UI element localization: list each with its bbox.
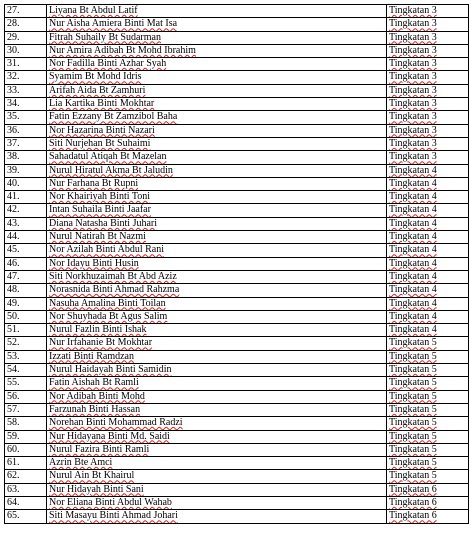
student-name: Fatin Aishah Bt Ramli: [49, 377, 139, 389]
table-row: [5, 324, 469, 337]
student-name-cell: [47, 204, 387, 217]
student-level: Tingkatan 5: [389, 417, 437, 429]
student-level: Tingkatan 3: [389, 137, 437, 149]
student-level: Tingkatan 4: [389, 177, 437, 189]
row-number: 30.: [5, 44, 47, 57]
student-level: Tingkatan 5: [389, 390, 437, 402]
student-level: Tingkatan 3: [389, 31, 437, 43]
student-name: Azrin Bte Amci: [49, 457, 113, 469]
row-number: 39.: [5, 164, 47, 177]
row-number: 43.: [5, 217, 47, 230]
student-level: Tingkatan 3: [389, 151, 437, 163]
row-number: 29.: [5, 31, 47, 44]
row-number: 36.: [5, 124, 47, 137]
row-number: 48.: [5, 284, 47, 297]
student-name: Farzunah Binti Hassan: [49, 403, 141, 415]
student-name-cell: [47, 443, 387, 456]
student-name: Nor Eliana Binti Abdul Wahab: [49, 496, 172, 508]
level-cell: [387, 430, 469, 443]
table-row: [5, 164, 469, 177]
student-name: Norehan Binti Mohammad Radzi: [49, 417, 183, 429]
row-number: 38.: [5, 151, 47, 164]
row-number: 59.: [5, 430, 47, 443]
student-level: Tingkatan 3: [389, 98, 437, 110]
table-row: [5, 297, 469, 310]
row-number: 51.: [5, 324, 47, 337]
level-cell: [387, 191, 469, 204]
table-row: [5, 177, 469, 190]
student-name: Diana Natasha Binti Juhari: [49, 217, 158, 229]
student-name-cell: [47, 84, 387, 97]
row-number: 58.: [5, 417, 47, 430]
student-level: Tingkatan 3: [389, 84, 437, 96]
row-number: 61.: [5, 457, 47, 470]
student-name: Nurul Fazira Binti Ramli: [49, 443, 150, 455]
table-row: [5, 496, 469, 509]
student-name: Norasnida Binti Ahmad Rahzma: [49, 284, 180, 296]
student-name: Nor Azilah Binti Abdul Rani: [49, 244, 164, 256]
student-level: Tingkatan 4: [389, 297, 437, 309]
table-row: [5, 443, 469, 456]
table-row: [5, 5, 469, 18]
student-level: Tingkatan 4: [389, 310, 437, 322]
student-level: Tingkatan 3: [389, 44, 437, 56]
student-level: Tingkatan 6: [389, 510, 437, 522]
level-cell: [387, 417, 469, 430]
level-cell: [387, 124, 469, 137]
row-number: 37.: [5, 137, 47, 150]
level-cell: [387, 204, 469, 217]
level-cell: [387, 324, 469, 337]
student-list-table: [4, 4, 469, 524]
student-name-cell: [47, 284, 387, 297]
student-name-cell: [47, 297, 387, 310]
student-name: Izzati Binti Ramdzan: [49, 350, 134, 362]
row-number: 55.: [5, 377, 47, 390]
row-number: 34.: [5, 98, 47, 111]
student-level: Tingkatan 4: [389, 284, 437, 296]
row-number: 57.: [5, 403, 47, 416]
table-row: [5, 510, 469, 523]
row-number: 52.: [5, 337, 47, 350]
student-level: Tingkatan 4: [389, 244, 437, 256]
student-level: Tingkatan 4: [389, 191, 437, 203]
student-name: Nurul Hiratul Akma Bt Jaludin: [49, 164, 173, 176]
table-row: [5, 430, 469, 443]
student-level: Tingkatan 4: [389, 231, 437, 243]
row-number: 62.: [5, 470, 47, 483]
level-cell: [387, 44, 469, 57]
table-row: [5, 364, 469, 377]
table-row: [5, 191, 469, 204]
level-cell: [387, 337, 469, 350]
table-row: [5, 244, 469, 257]
student-name: Fatin Ezzany Bt Zamzibol Baha: [49, 111, 178, 123]
student-name-cell: [47, 98, 387, 111]
student-name-cell: [47, 457, 387, 470]
student-name-cell: [47, 244, 387, 257]
student-level: Tingkatan 3: [389, 18, 437, 30]
student-name: Syamim Bt Mohd Idris: [49, 71, 142, 83]
table-row: [5, 417, 469, 430]
student-level: Tingkatan 5: [389, 364, 437, 376]
level-cell: [387, 270, 469, 283]
table-row: [5, 350, 469, 363]
student-level: Tingkatan 5: [389, 443, 437, 455]
table-row: [5, 58, 469, 71]
student-list-body: [5, 5, 469, 524]
student-name-cell: [47, 350, 387, 363]
student-name: Siti Norkhuzaimah Bt Abd Aziz: [49, 270, 177, 282]
row-number: 45.: [5, 244, 47, 257]
student-level: Tingkatan 4: [389, 217, 437, 229]
student-name: Sahadatul Atiqah Bt Mazelan: [49, 151, 167, 163]
student-name: Nur Hidayah Binti Sani: [49, 483, 144, 495]
level-cell: [387, 31, 469, 44]
student-name-cell: [47, 44, 387, 57]
student-name: Nurul Ain Bt Khairul: [49, 470, 135, 482]
level-cell: [387, 364, 469, 377]
level-cell: [387, 457, 469, 470]
level-cell: [387, 496, 469, 509]
student-level: Tingkatan 5: [389, 403, 437, 415]
table-row: [5, 470, 469, 483]
student-name-cell: [47, 324, 387, 337]
row-number: 47.: [5, 270, 47, 283]
row-number: 64.: [5, 496, 47, 509]
student-name-cell: [47, 364, 387, 377]
level-cell: [387, 5, 469, 18]
level-cell: [387, 244, 469, 257]
level-cell: [387, 403, 469, 416]
level-cell: [387, 58, 469, 71]
table-row: [5, 284, 469, 297]
table-row: [5, 111, 469, 124]
row-number: 27.: [5, 5, 47, 18]
student-level: Tingkatan 5: [389, 377, 437, 389]
student-name-cell: [47, 191, 387, 204]
table-row: [5, 310, 469, 323]
student-name-cell: [47, 483, 387, 496]
table-row: [5, 151, 469, 164]
student-name: Nor Khairiyah Binti Toni: [49, 191, 151, 203]
student-name-cell: [47, 403, 387, 416]
student-name: Arifah Aida Bt Zamhuri: [49, 84, 146, 96]
student-level: Tingkatan 5: [389, 337, 437, 349]
student-name-cell: [47, 18, 387, 31]
student-name-cell: [47, 377, 387, 390]
student-level: Tingkatan 4: [389, 270, 437, 282]
row-number: 35.: [5, 111, 47, 124]
row-number: 31.: [5, 58, 47, 71]
student-level: Tingkatan 3: [389, 124, 437, 136]
student-name: Siti Nurjehan Bt Suhaimi: [49, 137, 151, 149]
student-name: Nur Farhana Bt Rupni: [49, 177, 139, 189]
student-name: Lia Kartika Binti Mokhtar: [49, 98, 155, 110]
table-row: [5, 71, 469, 84]
student-name: Fitrah Suhaily Bt Sudarman: [49, 31, 161, 43]
student-name: Nurul Fazlin Binti Ishak: [49, 324, 147, 336]
student-level: Tingkatan 5: [389, 457, 437, 469]
row-number: 32.: [5, 71, 47, 84]
row-number: 50.: [5, 310, 47, 323]
student-name: Nor Shuyhada Bt Agus Salim: [49, 310, 168, 322]
table-row: [5, 124, 469, 137]
row-number: 28.: [5, 18, 47, 31]
table-row: [5, 31, 469, 44]
table-row: [5, 377, 469, 390]
level-cell: [387, 377, 469, 390]
row-number: 63.: [5, 483, 47, 496]
student-name: Nurul Haidayah Binti Samidin: [49, 364, 172, 376]
table-row: [5, 98, 469, 111]
student-level: Tingkatan 6: [389, 483, 437, 495]
student-name-cell: [47, 31, 387, 44]
level-cell: [387, 84, 469, 97]
table-row: [5, 270, 469, 283]
student-level: Tingkatan 4: [389, 204, 437, 216]
table-row: [5, 483, 469, 496]
student-name-cell: [47, 111, 387, 124]
level-cell: [387, 483, 469, 496]
level-cell: [387, 284, 469, 297]
student-name-cell: [47, 137, 387, 150]
student-name-cell: [47, 337, 387, 350]
student-name-cell: [47, 124, 387, 137]
student-name: Siti Masayu Binti Ahmad Johari: [49, 510, 178, 522]
student-name-cell: [47, 58, 387, 71]
level-cell: [387, 297, 469, 310]
student-name-cell: [47, 430, 387, 443]
student-level: Tingkatan 3: [389, 5, 437, 16]
student-level: Tingkatan 4: [389, 324, 437, 336]
student-level: Tingkatan 4: [389, 164, 437, 176]
table-row: [5, 457, 469, 470]
row-number: 53.: [5, 350, 47, 363]
student-name: Nur Amira Adibah Bt Mohd Ibrahim: [49, 44, 196, 56]
student-level: Tingkatan 3: [389, 71, 437, 83]
student-name: Nor Adibah Binti Mohd: [49, 390, 145, 402]
student-name-cell: [47, 510, 387, 523]
row-number: 49.: [5, 297, 47, 310]
level-cell: [387, 443, 469, 456]
student-name: Intan Suhaila Binti Jaafar: [49, 204, 151, 216]
row-number: 42.: [5, 204, 47, 217]
student-name: Nor Idayu Binti Husin: [49, 257, 139, 269]
table-row: [5, 84, 469, 97]
level-cell: [387, 177, 469, 190]
student-level: Tingkatan 3: [389, 111, 437, 123]
level-cell: [387, 18, 469, 31]
table-row: [5, 204, 469, 217]
student-name-cell: [47, 231, 387, 244]
student-name-cell: [47, 217, 387, 230]
level-cell: [387, 350, 469, 363]
student-name-cell: [47, 390, 387, 403]
student-name: Nur Hidayana Binti Md. Saidi: [49, 430, 170, 442]
student-name-cell: [47, 5, 387, 18]
student-name-cell: [47, 257, 387, 270]
row-number: 40.: [5, 177, 47, 190]
student-name-cell: [47, 177, 387, 190]
student-name: Nor Fadilla Binti Azhar Syah: [49, 58, 167, 70]
level-cell: [387, 98, 469, 111]
student-level: Tingkatan 3: [389, 58, 437, 70]
row-number: 44.: [5, 231, 47, 244]
student-name-cell: [47, 417, 387, 430]
student-name: Liyana Bt Abdul Latif: [49, 5, 138, 16]
table-row: [5, 217, 469, 230]
row-number: 54.: [5, 364, 47, 377]
student-name: Nor Hazarina Binti Nazari: [49, 124, 155, 136]
level-cell: [387, 71, 469, 84]
student-name-cell: [47, 71, 387, 84]
table-row: [5, 337, 469, 350]
level-cell: [387, 257, 469, 270]
level-cell: [387, 151, 469, 164]
student-name-cell: [47, 164, 387, 177]
student-level: Tingkatan 5: [389, 470, 437, 482]
table-row: [5, 403, 469, 416]
level-cell: [387, 217, 469, 230]
student-name: Nur Irfahanie Bt Mokhtar: [49, 337, 153, 349]
student-name-cell: [47, 270, 387, 283]
row-number: 56.: [5, 390, 47, 403]
row-number: 46.: [5, 257, 47, 270]
level-cell: [387, 231, 469, 244]
table-row: [5, 390, 469, 403]
row-number: 33.: [5, 84, 47, 97]
table-row: [5, 137, 469, 150]
student-name: Nur Aisha Amiera Binti Mat Isa: [49, 18, 178, 30]
student-level: Tingkatan 4: [389, 257, 437, 269]
row-number: 41.: [5, 191, 47, 204]
student-name-cell: [47, 496, 387, 509]
student-name-cell: [47, 470, 387, 483]
student-level: Tingkatan 5: [389, 350, 437, 362]
table-row: [5, 231, 469, 244]
student-level: Tingkatan 5: [389, 430, 437, 442]
student-name: Nurul Natirah Bt Nazmi: [49, 231, 146, 243]
level-cell: [387, 164, 469, 177]
table-row: [5, 44, 469, 57]
student-name: Nasuha Amalina Binti Toilan: [49, 297, 166, 309]
level-cell: [387, 111, 469, 124]
student-name-cell: [47, 310, 387, 323]
level-cell: [387, 510, 469, 523]
level-cell: [387, 310, 469, 323]
student-level: Tingkatan 6: [389, 496, 437, 508]
level-cell: [387, 470, 469, 483]
table-row: [5, 18, 469, 31]
table-row: [5, 257, 469, 270]
level-cell: [387, 390, 469, 403]
student-name-cell: [47, 151, 387, 164]
row-number: 60.: [5, 443, 47, 456]
level-cell: [387, 137, 469, 150]
row-number: 65.: [5, 510, 47, 523]
